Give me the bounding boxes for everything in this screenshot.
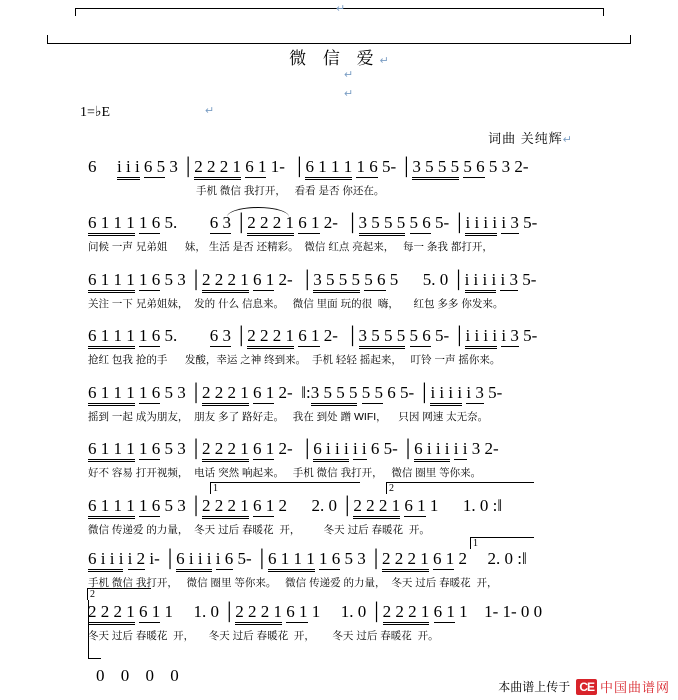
music-system: [88, 439, 608, 480]
notation-row: 6 1 1 1 1 6 5. 6 3 │2 2 2 1 6 1 2- │3 5 5 5 5 6 5- │i i i i i 3 5-: [88, 326, 608, 348]
notation-row: 6 1 1 1 1 6 5 3 │2 2 2 1 6 1 2- │3 5 5 5 5 6 5 5. 0 │i i i i i 3 5-: [88, 270, 608, 292]
composer-credit-text: 词曲 关纯辉: [488, 131, 563, 146]
trailing-rests: 0 0 0 0: [96, 666, 185, 685]
frame-tick-right-lower: [630, 35, 631, 44]
lyrics-row: 微信 传递爱 的力量， 冬天 过后 春暖花 开， 冬天 过后 春暖花 开。: [88, 524, 430, 536]
notation-row: 6 i i i 6 5 3 │2 2 2 1 6 1 1- │6 1 1 1 1 6 5- │3 5 5 5 5 6 5 3 2-: [88, 157, 608, 179]
lyrics-row: 手机 微信 我打开， 看看 是否 你还在。: [196, 185, 385, 197]
key-signature-accidental: ♭E: [94, 105, 111, 120]
lyrics-row: 抢红 包我 抢的手 发酸，幸运 之神 终到来。 手机 轻轻 摇起来， 叮铃 一声 摇你来。: [88, 354, 501, 366]
site-brand[interactable]: [576, 677, 670, 696]
brand-name: 中国曲谱网: [599, 680, 670, 695]
paragraph-mark: ↵: [336, 3, 346, 15]
lyrics-row: 摇到 一起 成为朋友， 朋友 多了 路好走。 我在 到处 蹭 WIFI， 只因 网速 太无奈。: [88, 411, 489, 423]
music-system: [88, 589, 608, 643]
music-system: [88, 483, 608, 537]
composer-credit: [488, 128, 573, 147]
lyrics-row: 好不 容易 打开视频， 电话 突然 响起来。 手机 微信 我打开， 微信 圈里 等你来。: [88, 467, 482, 479]
notation-row: 6 1 1 1 1 6 5 3 │2 2 2 1 6 1 2- ‖:3 5 5 5 5 5 6 5- │i i i i i 3 5-: [88, 383, 608, 405]
slur-arc: [227, 207, 289, 217]
volta-bracket-1b: 1: [470, 537, 534, 549]
music-system: [88, 213, 608, 254]
footer: [498, 677, 670, 696]
key-signature: [80, 104, 110, 121]
music-system: [88, 270, 608, 311]
frame-tick-left: [75, 8, 76, 16]
footer-text: 本曲谱上传于: [498, 680, 571, 694]
paragraph-mark-3: ↵: [344, 88, 354, 100]
notation-row: 6 1 1 1 1 6 5 3 │2 2 2 1 6 1 2- │6 i i i i i 6 5- │6 i i i i i 3 2-: [88, 439, 608, 461]
volta-bracket-2b: 2: [87, 588, 151, 600]
system-tail-bracket: [88, 600, 101, 659]
music-system: [88, 383, 608, 424]
volta-bracket-1: 1: [210, 482, 360, 494]
volta-bracket-2: 2: [386, 482, 534, 494]
notation-row: 6 1 1 1 1 6 5. 6 3 │2 2 2 1 6 1 2- │3 5 5 5 5 6 5- │i i i i i 3 5-: [88, 213, 608, 235]
lyrics-row: 问候 一声 兄弟姐 妹， 生活 是否 还精彩。 微信 红点 亮起来， 每一 条我 都打开，: [88, 241, 493, 253]
music-system: [88, 157, 608, 198]
credit-paragraph-mark: ↵: [562, 134, 573, 146]
notation-row: 6 1 1 1 1 6 5 3 │2 2 2 1 6 1 2 2. 0 │2 2 2 1 6 1 1 1. 0 :‖: [88, 496, 608, 518]
title-paragraph-mark: ↵: [379, 55, 389, 67]
music-system: [88, 538, 608, 590]
page-title-text: 微 信 爱: [289, 49, 380, 68]
music-system: [88, 326, 608, 367]
paragraph-mark-2: ↵: [344, 69, 354, 81]
frame-tick-right: [603, 8, 604, 16]
lyrics-row: 关注 一下 兄弟姐妹， 发的 什么 信息来。 微信 里面 玩的很 嗨， 红包 多多 你发来。: [88, 298, 504, 310]
lyrics-row: 手机 微信 我打开， 微信 圈里 等你来。 微信 传递爱 的力量， 冬天 过后 春暖花 开，: [88, 577, 498, 589]
notation-row: 6 i i i i 2 i- │6 i i i i 6 5- │6 1 1 1 1 6 5 3 │2 2 2 1 6 1 2 2. 0 :‖: [88, 549, 608, 571]
lyrics-row: 冬天 过后 春暖花 开， 冬天 过后 春暖花 开， 冬天 过后 春暖花 开。: [88, 630, 439, 642]
key-signature-prefix: 1=: [80, 105, 95, 120]
page-title: [0, 44, 678, 69]
brand-logo-icon: CE: [576, 679, 597, 695]
notation-row: 2 2 2 1 6 1 1 1. 0 │2 2 2 1 6 1 1 1. 0 │2 2 2 1 6 1 1 1- 1- 0 0: [88, 602, 608, 624]
paragraph-mark-4: ↵: [205, 105, 215, 117]
